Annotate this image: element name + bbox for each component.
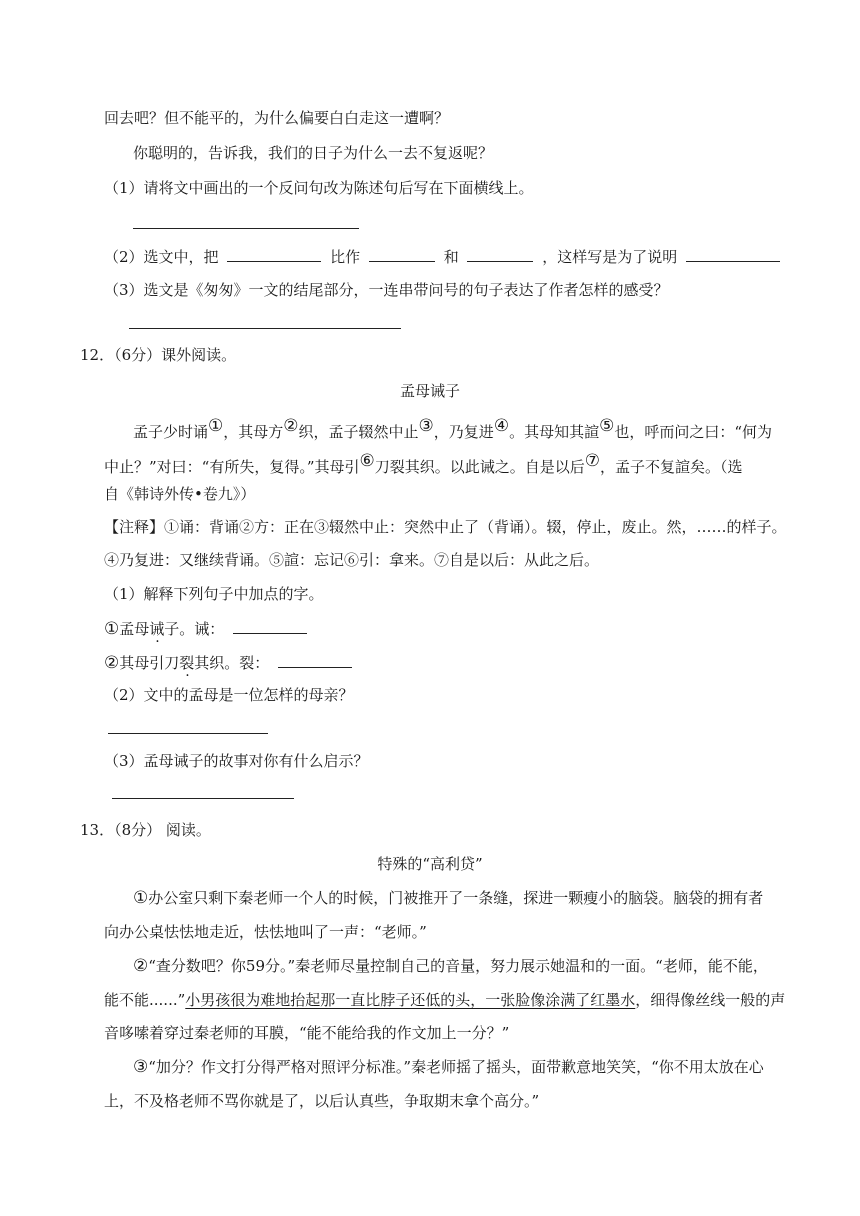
q12-sub3: （3）孟母诫子的故事对你有什么启示？ — [104, 752, 369, 770]
passage-line: 你聪明的，告诉我，我们的日子为什么一去不复返呢？ — [133, 144, 494, 162]
q11-sub1: （1）请将文中画出的一个反问句改为陈述句后写在下面横线上。 — [104, 179, 534, 197]
answer-blank[interactable] — [278, 651, 352, 668]
q13-para2-line: 能不能......”小男孩很为难地抬起那一直比脖子还低的头，一张脸像涂满了红墨水，细得像丝线一般的声 — [104, 991, 786, 1009]
q13-para1-line: 向办公桌怯怯地走近，怯怯地叫了一声：“老师。” — [104, 923, 427, 941]
q11-sub2: （2）选文中，把 比作 和 ，这样写是为了说明 — [104, 245, 784, 267]
answer-blank[interactable] — [369, 245, 435, 262]
answer-line[interactable] — [133, 228, 359, 229]
q12-note: ④乃复进：又继续背诵。⑤諠：忘记⑥引：拿来。⑦自是以后：从此之后。 — [104, 551, 600, 569]
answer-line[interactable] — [129, 328, 401, 329]
q13-title: 特殊的“高利贷” — [377, 855, 483, 873]
emphasis-dot-char: 裂 — [179, 654, 195, 672]
q12-text-line: 中止？”对曰：“有所失，复得。”其母引⑥刀裂其织。以此诫之。自是以后⑦，孟子不复諠矣。（选 — [104, 451, 743, 476]
answer-line[interactable] — [108, 733, 268, 734]
q12-item2: ②其母引刀裂其织。裂： — [104, 651, 356, 673]
footnote-marker: ⑦ — [584, 451, 601, 471]
footnote-marker: ④ — [493, 416, 510, 436]
q12-text-line: 自《韩诗外传•卷九》） — [104, 485, 256, 503]
emphasis-dot-char: 诫 — [149, 620, 165, 638]
q12-item1: ①孟母诫子。诫： — [104, 617, 311, 639]
answer-blank[interactable] — [233, 617, 307, 634]
q13-para1-line: ①办公室只剩下秦老师一个人的时候，门被推开了一条缝，探进一颗瘦小的脑袋。脑袋的拥有者 — [133, 888, 764, 908]
answer-blank[interactable] — [227, 245, 321, 262]
footnote-marker: ⑤ — [599, 416, 615, 436]
q13-para2-line: ②“查分数吧？你59分。”秦老师尽量控制自己的音量，努力展示她温和的一面。“老师，能不能， — [133, 956, 768, 976]
answer-blank[interactable] — [467, 245, 533, 262]
q11-sub3: （3）选文是《匆匆》一文的结尾部分，一连串带问号的句子表达了作者怎样的感受？ — [104, 281, 669, 299]
q12-header: 12．（6分）课外阅读。 — [80, 346, 237, 364]
answer-blank[interactable] — [686, 245, 780, 262]
q12-sub1: （1）解释下列句子中加点的字。 — [104, 585, 324, 603]
q12-text-line: 孟子少时诵①，其母方②织，孟子辍然中止③，乃复进④。其母知其諠⑤也，呼而问之曰：“何为 — [133, 416, 772, 441]
q13-para2-line: 音哆嗦着穿过秦老师的耳膜，“能不能给我的作文加上一分？” — [104, 1024, 510, 1042]
footnote-marker: ② — [283, 416, 299, 436]
footnote-marker: ⑥ — [359, 451, 375, 471]
underlined-sentence: 小男孩很为难地抬起那一直比脖子还低的头，一张脸像涂满了红墨水 — [185, 991, 636, 1009]
answer-line[interactable] — [112, 798, 294, 799]
passage-line: 回去吧？但不能平的，为什么偏要白白走这一遭啊？ — [104, 109, 450, 127]
q13-para3-line: 上，不及格老师不骂你就是了，以后认真些，争取期末拿个高分。” — [104, 1092, 540, 1110]
footnote-marker: ③ — [418, 416, 434, 436]
q12-sub2: （2）文中的孟母是一位怎样的母亲？ — [104, 686, 354, 704]
q12-note: 【注释】①诵：背诵②方：正在③辍然中止：突然中止了（背诵）。辍，停止，废止。然，……的样子。 — [104, 518, 787, 536]
q13-para3-line: ③“加分？作文打分得严格对照评分标准。”秦老师摇了摇头，面带歉意地笑笑，“你不用太放在心 — [133, 1057, 764, 1077]
q13-header: 13．（8分） 阅读。 — [80, 821, 211, 839]
q12-title: 孟母诫子 — [399, 382, 460, 400]
footnote-marker: ① — [208, 416, 224, 436]
